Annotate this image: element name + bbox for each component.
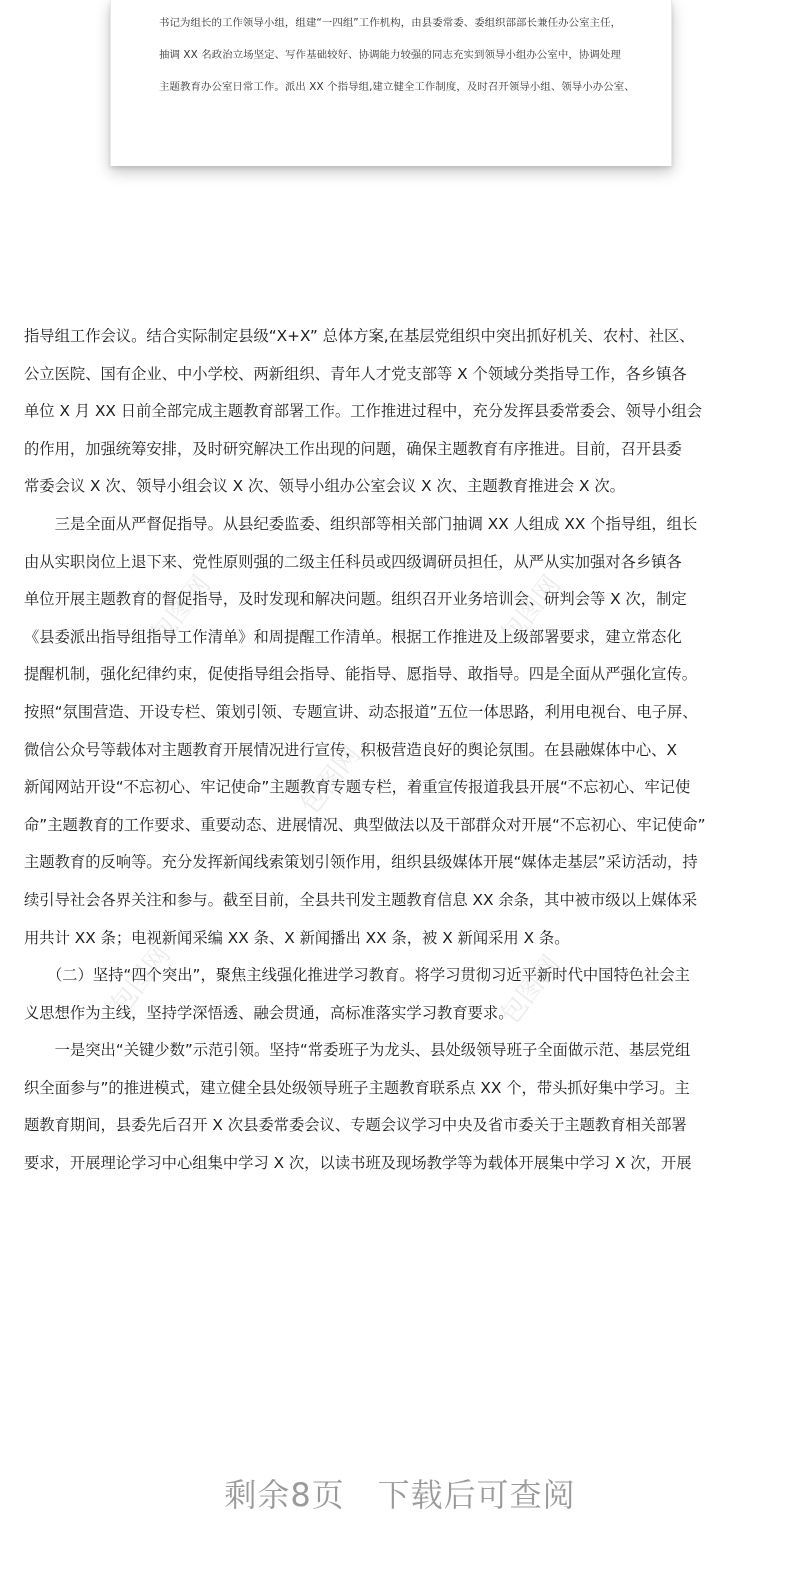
document-body xyxy=(24,318,776,1183)
text-line: 公立医院、国有企业、中小学校、两新组织、青年人才党支部等 X 个领域分类指导工作，各乡镇各 xyxy=(24,364,687,383)
watermark-graphic: 包图网 xyxy=(295,740,367,821)
text-line: 单位开展主题教育的督促指导，及时发现和解决问题。组织召开业务培训会、研判会等 X 次，制定 xyxy=(24,590,687,609)
watermark-graphic: 包图网 xyxy=(495,570,567,651)
text-line: 命”主题教育的工作要求、重要动态、进展情况、典型做法以及干部群众对开展“不忘初心、牢记使命” xyxy=(24,815,706,834)
text-line: 用共计 XX 条；电视新闻采编 XX 条、X 新闻播出 XX 条，被 X 新闻采用 X 条。 xyxy=(24,928,570,947)
text-line: 单位 X 月 XX 日前全部完成主题教育部署工作。工作推进过程中，充分发挥县委常委会、领导小组会 xyxy=(24,402,703,421)
preview-line: 抽调 XX 名政治立场坚定、写作基础较好、协调能力较强的同志充实到领导小组办公室中，协调处理 xyxy=(159,49,621,61)
text-line: 提醒机制，强化纪律约束，促使指导组会指导、能指导、愿指导、敢指导。四是全面从严强化宣传。 xyxy=(24,665,698,684)
text-line: 主题教育的反响等。充分发挥新闻线索策划引领作用，组织县级媒体开展“媒体走基层”采访活动，持 xyxy=(24,853,698,872)
watermark-graphic: 包图网 xyxy=(145,570,217,651)
watermark-graphic: 包图网 xyxy=(495,950,567,1031)
text-line: 三是全面从严督促指导。从县纪委监委、组织部等相关部门抽调 XX 人组成 XX 个指导组，组长 xyxy=(24,514,698,533)
text-line: 按照“氛围营造、开设专栏、策划引领、专题宣讲、动态报道”五位一体思路，利用电视台、电子屏、 xyxy=(24,702,698,721)
text-line: 织全面参与”的推进模式，建立健全县处级领导班子主题教育联系点 XX 个，带头抓好集中学习。主 xyxy=(24,1078,690,1097)
remaining-pages-note[interactable]: 剩余8页 下载后可查阅 xyxy=(224,1476,576,1514)
text-line: 续引导社会各界关注和参与。截至目前，全县共刊发主题教育信息 XX 余条，其中被市级以上媒体采 xyxy=(24,890,698,909)
watermark-graphic: 包图网 xyxy=(105,940,177,1021)
text-line: （二）坚持“四个突出”，聚焦主线强化推进学习教育。将学习贯彻习近平新时代中国特色社会主 xyxy=(24,966,690,985)
text-line: 微信公众号等载体对主题教育开展情况进行宣传，积极营造良好的舆论氛围。在县融媒体中心、X xyxy=(24,740,677,759)
preview-line: 主题教育办公室日常工作。派出 XX 个指导组,建立健全工作制度，及时召开领导小组、领导小办公室、 xyxy=(159,81,635,93)
preview-line: 书记为组长的工作领导小组，组建“一四组”工作机构，由县委常委、委组织部部长兼任办公室主任， xyxy=(159,17,622,29)
text-line: 义思想作为主线，坚持学深悟透、融会贯通，高标准落实学习教育要求。 xyxy=(24,1003,514,1022)
text-line: 题教育期间，县委先后召开 X 次县委常委会议、专题会议学习中央及省市委关于主题教育相关部署 xyxy=(24,1116,687,1135)
text-line: 由从实职岗位上退下来、党性原则强的二级主任科员或四级调研员担任，从严从实加强对各乡镇各 xyxy=(24,552,682,571)
page-preview-card xyxy=(110,0,672,166)
text-line: 常委会议 X 次、领导小组会议 X 次、领导小组办公室会议 X 次、主题教育推进会 X 次。 xyxy=(24,477,625,496)
text-line: 一是突出“关键少数”示范引领。坚持“常委班子为龙头、县处级领导班子全面做示范、基层党组 xyxy=(24,1041,691,1060)
text-line: 《县委派出指导组指导工作清单》和周提醒工作清单。根据工作推进及上级部署要求，建立常态化 xyxy=(24,627,682,646)
text-line: 的作用，加强统筹安排，及时研究解决工作出现的问题，确保主题教育有序推进。目前，召开县委 xyxy=(24,439,682,458)
text-line: 指导组工作会议。结合实际制定县级“X+X” 总体方案,在基层党组织中突出抓好机关、农村、社区、 xyxy=(24,327,695,345)
text-line: 新闻网站开设“不忘初心、牢记使命”主题教育专题专栏，着重宣传报道我县开展“不忘初心、牢记使 xyxy=(24,778,691,797)
text-line: 要求，开展理论学习中心组集中学习 X 次，以读书班及现场教学等为载体开展集中学习 X 次，开展 xyxy=(24,1154,692,1173)
